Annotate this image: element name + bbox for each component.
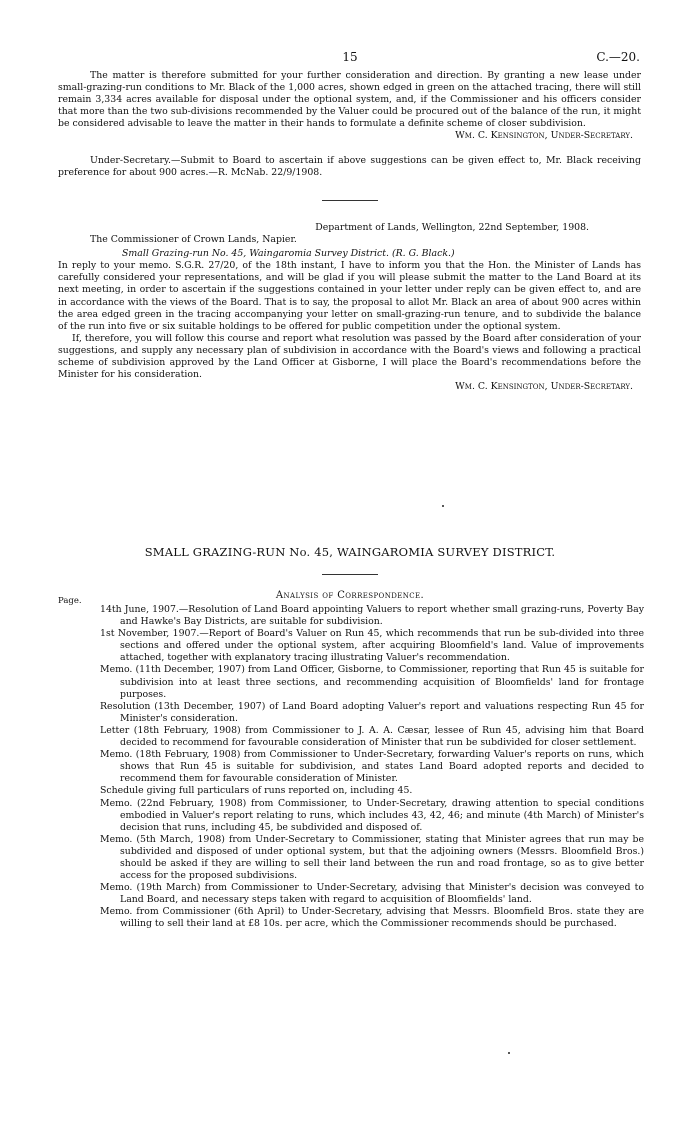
correspondence-list: [100, 604, 644, 931]
letter-2-signature: Wm. C. Kensington, Under-Secretary.: [455, 381, 633, 393]
letter-1-signature: Wm. C. Kensington, Under-Secretary.: [455, 130, 633, 142]
list-item: Memo. (22nd February, 1908) from Commissioner, to Under-Secretary, drawing attention to special conditions embodied in Valuer's report relating to runs, which includes 43, 42, 46; and minute (4th March) of Minister's decision that runs, including 45, be subdivided and disposed of.: [100, 797, 644, 833]
list-item: Memo. (18th February, 1908) from Commissioner to Under-Secretary, forwarding Valuer's reports on runs, which shows that Run 45 is suitable for subdivision, and states Land Board adopted reports and decided to recommend them for favourable consideration of Minister.: [100, 749, 644, 785]
letter-2-body-2: If, therefore, you will follow this course and report what resolution was passed by the Board after consideration of your suggestions, and supply any necessary plan of subdivision in accordance with the Board's views and following a practical scheme of subdivision approved by the Land Officer at Gisborne, I will place the Board's recommendations before the Minister for his consideration.: [58, 332, 641, 381]
title-rule: [322, 574, 378, 575]
list-item: Schedule giving full particulars of runs reported on, including 45.: [100, 785, 413, 797]
list-item: Memo. (11th December, 1907) from Land Officer, Gisborne, to Commissioner, reporting that Run 45 is suitable for subdivision into at least three sections, and recommending acquisition of Bloomfields' land for frontage purposes.: [100, 664, 644, 700]
page-number: 15: [342, 50, 358, 64]
letter-1-body: The matter is therefore submitted for your further consideration and direction. By granting a new lease under small-grazing-run conditions to Mr. Black of the 1,000 acres, shown edged in green on the attached tracing, there will still remain 3,334 acres available for disposal under the optional system, and, if the Commissioner and his officers consider that more than the two sub-divisions recommended by the Valuer could be procured out of the balance of the run, it might be considered advisable to leave the matter in their hands to formulate a definite scheme of closer subdivision.: [58, 70, 641, 130]
letter-1: [58, 70, 641, 143]
letter-2-subject: Small Grazing-run No. 45, Waingaromia Survey District. (R. G. Black.): [122, 248, 455, 260]
list-item: 1st November, 1907.—Report of Board's Valuer on Run 45, which recommends that run be sub-divided into three sections and offered under the optional system, after acquiring Bloomfield's land. Value of improvements attached, together with explanatory tracing illustrating Valuer's recommendation.: [100, 628, 644, 664]
list-item: Resolution (13th December, 1907) of Land Board adopting Valuer's report and valuations respecting Run 45 for Minister's consideration.: [100, 700, 644, 724]
section-title: SMALL GRAZING-RUN No. 45, WAINGAROMIA SURVEY DISTRICT.: [144, 545, 556, 559]
letter-2: [58, 222, 641, 393]
letter-2-addressee: The Commissioner of Crown Lands, Napier.: [90, 234, 297, 246]
analysis-heading: Analysis of Correspondence.: [275, 590, 425, 601]
letter-2-body-1: In reply to your memo. S.G.R. 27/20, of the 18th instant, I have to inform you that the Hon. the Minister of Lands has carefully considered your representations, and will be glad if you will please submit the matter to the Land Board at its next meeting, in order to ascertain if the suggestions contained in your letter under reply can be given effect to, and are in accordance with the views of the Board. That is to say, the proposal to allot Mr. Black an area of about 900 acres within the area edged green in the tracing accompanying your letter on small-grazing-run tenure, and to subdivide the balance of the run into five or six suitable holdings to be offered for public competition under the optional system.: [58, 260, 641, 332]
list-item: Memo. (19th March) from Commissioner to Under-Secretary, advising that Minister's decision was conveyed to Land Board, and necessary steps taken with regard to acquisition of Bloomfields' land.: [100, 882, 644, 906]
list-item: Letter (18th February, 1908) from Commissioner to J. A. A. Cæsar, lessee of Run 45, advising him that Board decided to recommend for favourable consideration of Minister that run be subdivided for closer settlement.: [100, 724, 644, 749]
list-item: Memo. (5th March, 1908) from Under-Secretary to Commissioner, stating that Minister agrees that run may be subdivided and disposed of under optional system, but that the adjoining owners (Messrs. Bloomfield Bros.) should be asked if they are willing to sell their land between the run and road frontage, so as to give better access for the proposed subdivisions.: [100, 833, 644, 882]
list-item: 14th June, 1907.—Resolution of Land Board appointing Valuers to report whether small grazing-runs, Poverty Bay and Hawke's Bay Districts, are suitable for subdivision.: [100, 604, 644, 628]
print-speck: [508, 1052, 510, 1054]
minute-1-text: Under-Secretary.—Submit to Board to ascertain if above suggestions can be given effect to, Mr. Black receiving preference for about 900 acres.—R. McNab. 22/9/1908.: [58, 155, 641, 179]
print-speck: [442, 505, 444, 507]
letter-2-dateline: Department of Lands, Wellington, 22nd September, 1908.: [315, 222, 589, 233]
divider-rule: [322, 200, 378, 201]
page-column-label: Page.: [58, 596, 82, 606]
document-reference: C.—20.: [596, 50, 640, 64]
list-item: Memo. from Commissioner (6th April) to Under-Secretary, advising that Messrs. Bloomfield Bros. state they are willing to sell their land at £8 10s. per acre, which the Commissioner recommends should be purchased.: [100, 906, 644, 930]
minute-1: [58, 155, 641, 179]
